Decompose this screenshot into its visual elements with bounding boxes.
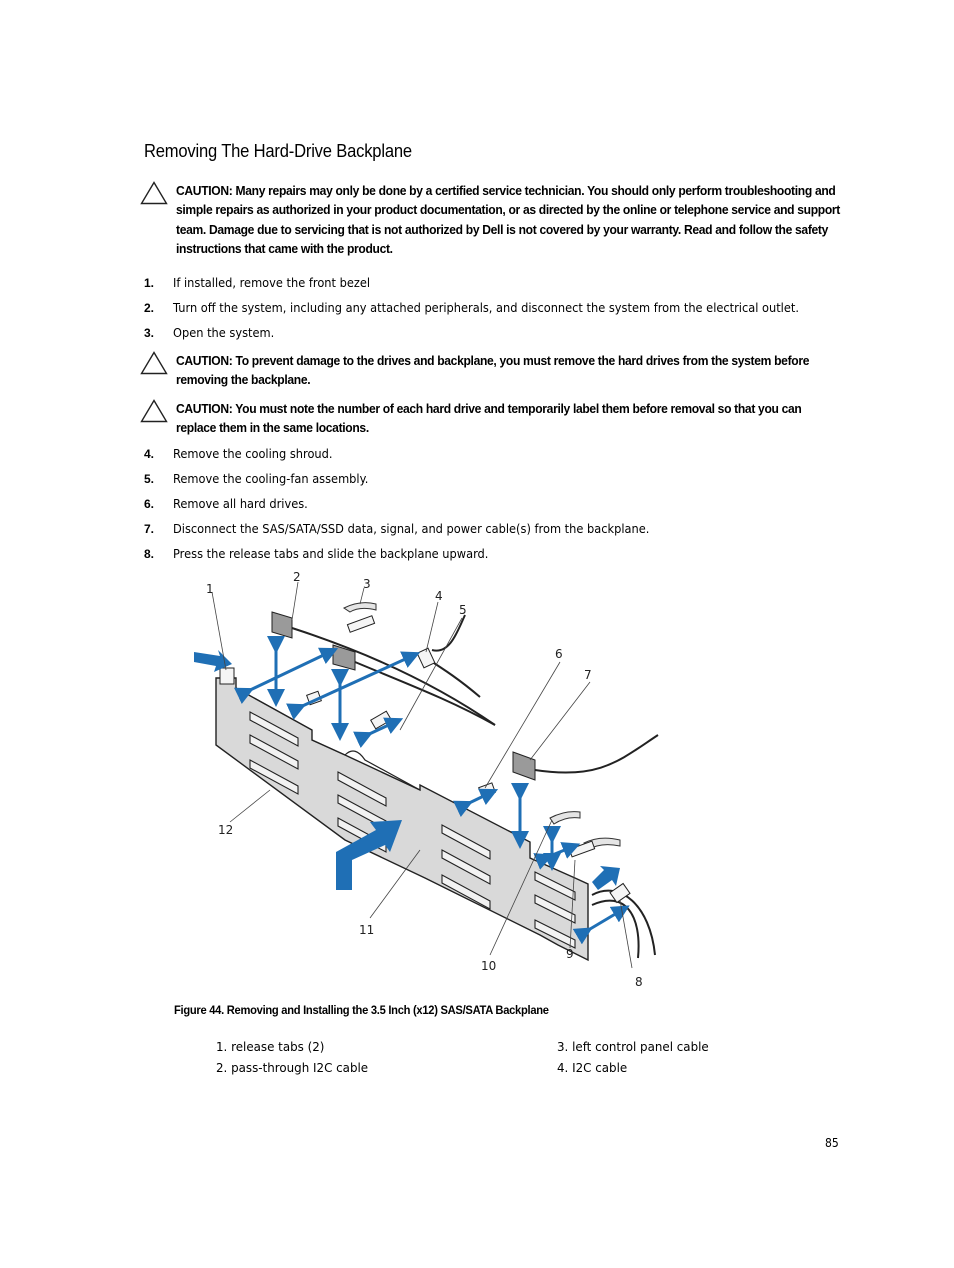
callout-8: 8	[635, 975, 643, 989]
legend-item: 4. I2C cable	[557, 1060, 628, 1075]
caution-block-3	[140, 399, 840, 439]
legend-item: 2. pass-through I2C cable	[216, 1060, 369, 1075]
callout-3: 3	[363, 577, 371, 591]
step-text: Open the system.	[173, 326, 275, 340]
step-number: 2.	[144, 301, 155, 315]
callout-7: 7	[584, 668, 592, 682]
caution-block-2	[140, 351, 840, 391]
step-number: 5.	[144, 472, 155, 486]
caution-triangle-icon	[140, 351, 168, 375]
step-number: 6.	[144, 497, 155, 511]
callout-12: 12	[218, 823, 234, 837]
step-text: Remove all hard drives.	[173, 497, 308, 511]
caution-text-3: CAUTION: You must note the number of each hard drive and temporarily label them before removal so that you can replace them in the same locations.	[176, 401, 802, 436]
step-number: 8.	[144, 547, 155, 561]
backplane-figure	[180, 560, 680, 1000]
caution-text-2: CAUTION: To prevent damage to the drives and backplane, you must remove the hard drives from the system before removing the backplane.	[176, 353, 810, 388]
caution-triangle-icon	[140, 181, 168, 205]
backplane-board	[216, 678, 588, 960]
callout-5: 5	[459, 603, 467, 617]
step-number: 1.	[144, 276, 155, 290]
callout-9: 9	[566, 947, 574, 961]
backplane-illustration	[180, 560, 680, 1000]
legend-item: 1. release tabs (2)	[216, 1039, 325, 1054]
step-text: If installed, remove the front bezel	[173, 276, 371, 290]
callout-4: 4	[435, 589, 443, 603]
caution-text-1: CAUTION: Many repairs may only be done by a certified service technician. You should only perform troubleshooting and simple repairs as authorized in your product documentation, or as directed by the online or telephone service and support team. Damage due to servicing that is not authorized by Dell is not covered by your warranty. Read and follow the safety instructions that came with the product.	[176, 183, 840, 256]
caution-triangle-icon	[140, 399, 168, 423]
step-text: Disconnect the SAS/SATA/SSD data, signal, and power cable(s) from the backplane.	[173, 522, 650, 536]
legend-item: 3. left control panel cable	[557, 1039, 709, 1054]
caution-block-1	[140, 181, 840, 261]
page-number: 85	[825, 1136, 839, 1150]
callout-2: 2	[293, 570, 301, 584]
step-number: 3.	[144, 326, 155, 340]
step-text: Turn off the system, including any attached peripherals, and disconnect the system from the electrical outlet.	[173, 301, 799, 315]
callout-1: 1	[206, 582, 214, 596]
step-text: Remove the cooling-fan assembly.	[173, 472, 369, 486]
callout-6: 6	[555, 647, 563, 661]
callout-11: 11	[359, 923, 375, 937]
step-number: 4.	[144, 447, 155, 461]
page-title: Removing The Hard-Drive Backplane	[144, 141, 412, 161]
step-number: 7.	[144, 522, 155, 536]
step-text: Press the release tabs and slide the backplane upward.	[173, 547, 489, 561]
callout-10: 10	[481, 959, 497, 973]
figure-caption: Figure 44. Removing and Installing the 3.5 Inch (x12) SAS/SATA Backplane	[174, 1003, 549, 1017]
step-text: Remove the cooling shroud.	[173, 447, 333, 461]
